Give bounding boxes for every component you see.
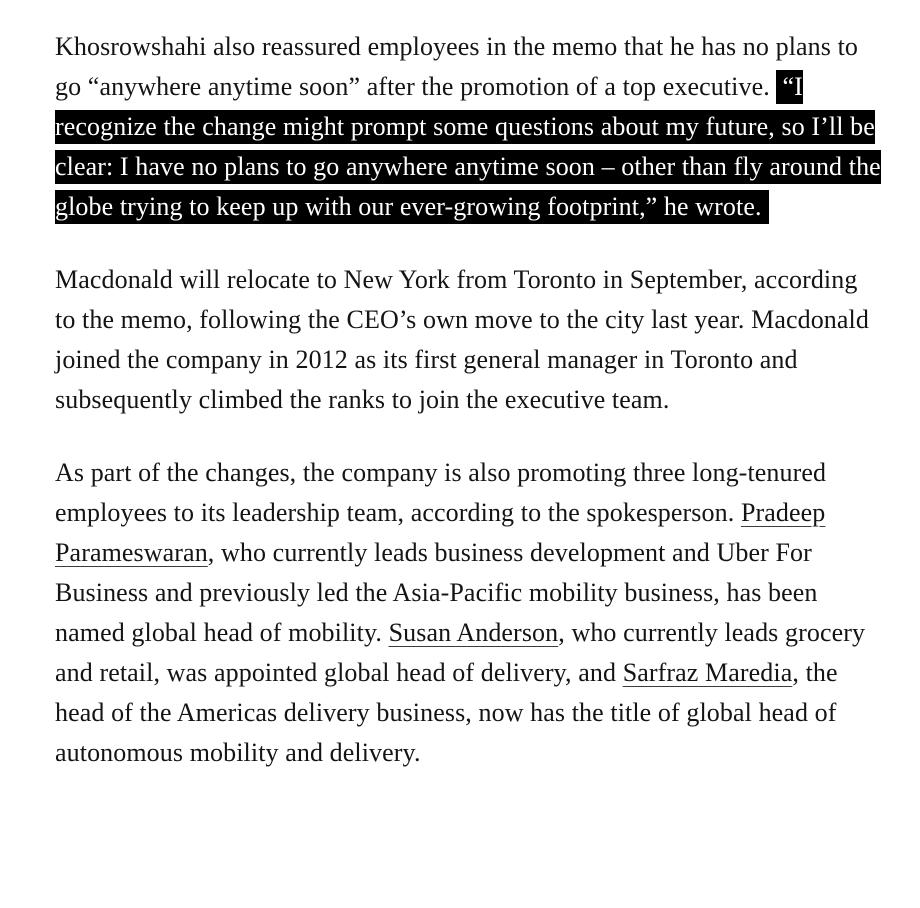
paragraph-khosrowshahi-memo xyxy=(55,27,883,227)
text-segment: Khosrowshahi also reassured employees in the memo that he has no plans to go “anywhere anytime soon” after the promotion of a top executive. xyxy=(55,32,859,101)
text-segment: , who currently leads business development and Uber For Business and previously led the Asia-Pacific mobility business, has been named global head of mobility. xyxy=(55,538,818,647)
text-segment: As part of the changes, the company is also promoting three long-tenured employees to its leadership team, according to the spokesperson. xyxy=(55,458,827,527)
paragraph-macdonald-relocation xyxy=(55,260,883,420)
text-segment: , the head of the Americas delivery business, now has the title of global head of autonomous mobility and delivery. xyxy=(55,658,838,767)
article-body xyxy=(55,0,883,773)
person-link-susan-anderson[interactable]: Susan Anderson xyxy=(388,618,559,647)
text-segment: , who currently leads grocery and retail, was appointed global head of delivery, and xyxy=(55,618,866,687)
paragraph-leadership-promotions xyxy=(55,453,883,773)
text-segment: Macdonald will relocate to New York from Toronto in September, according to the memo, following the CEO’s own move to the city last year. Macdonald joined the company in 2012 as its first general manager in Toronto and subsequently climbed the ranks to join the executive team. xyxy=(55,265,869,414)
person-link-sarfraz-maredia[interactable]: Sarfraz Maredia xyxy=(622,658,793,687)
highlighted-quote: “I recognize the change might prompt some questions about my future, so I’ll be clear: I have no plans to go anywhere anytime soon – other than fly around the globe trying to keep up with our ever-growing footprint,” he wrote. xyxy=(55,70,881,224)
person-link-pradeep-parameswaran[interactable]: Pradeep Parameswaran xyxy=(55,498,826,567)
